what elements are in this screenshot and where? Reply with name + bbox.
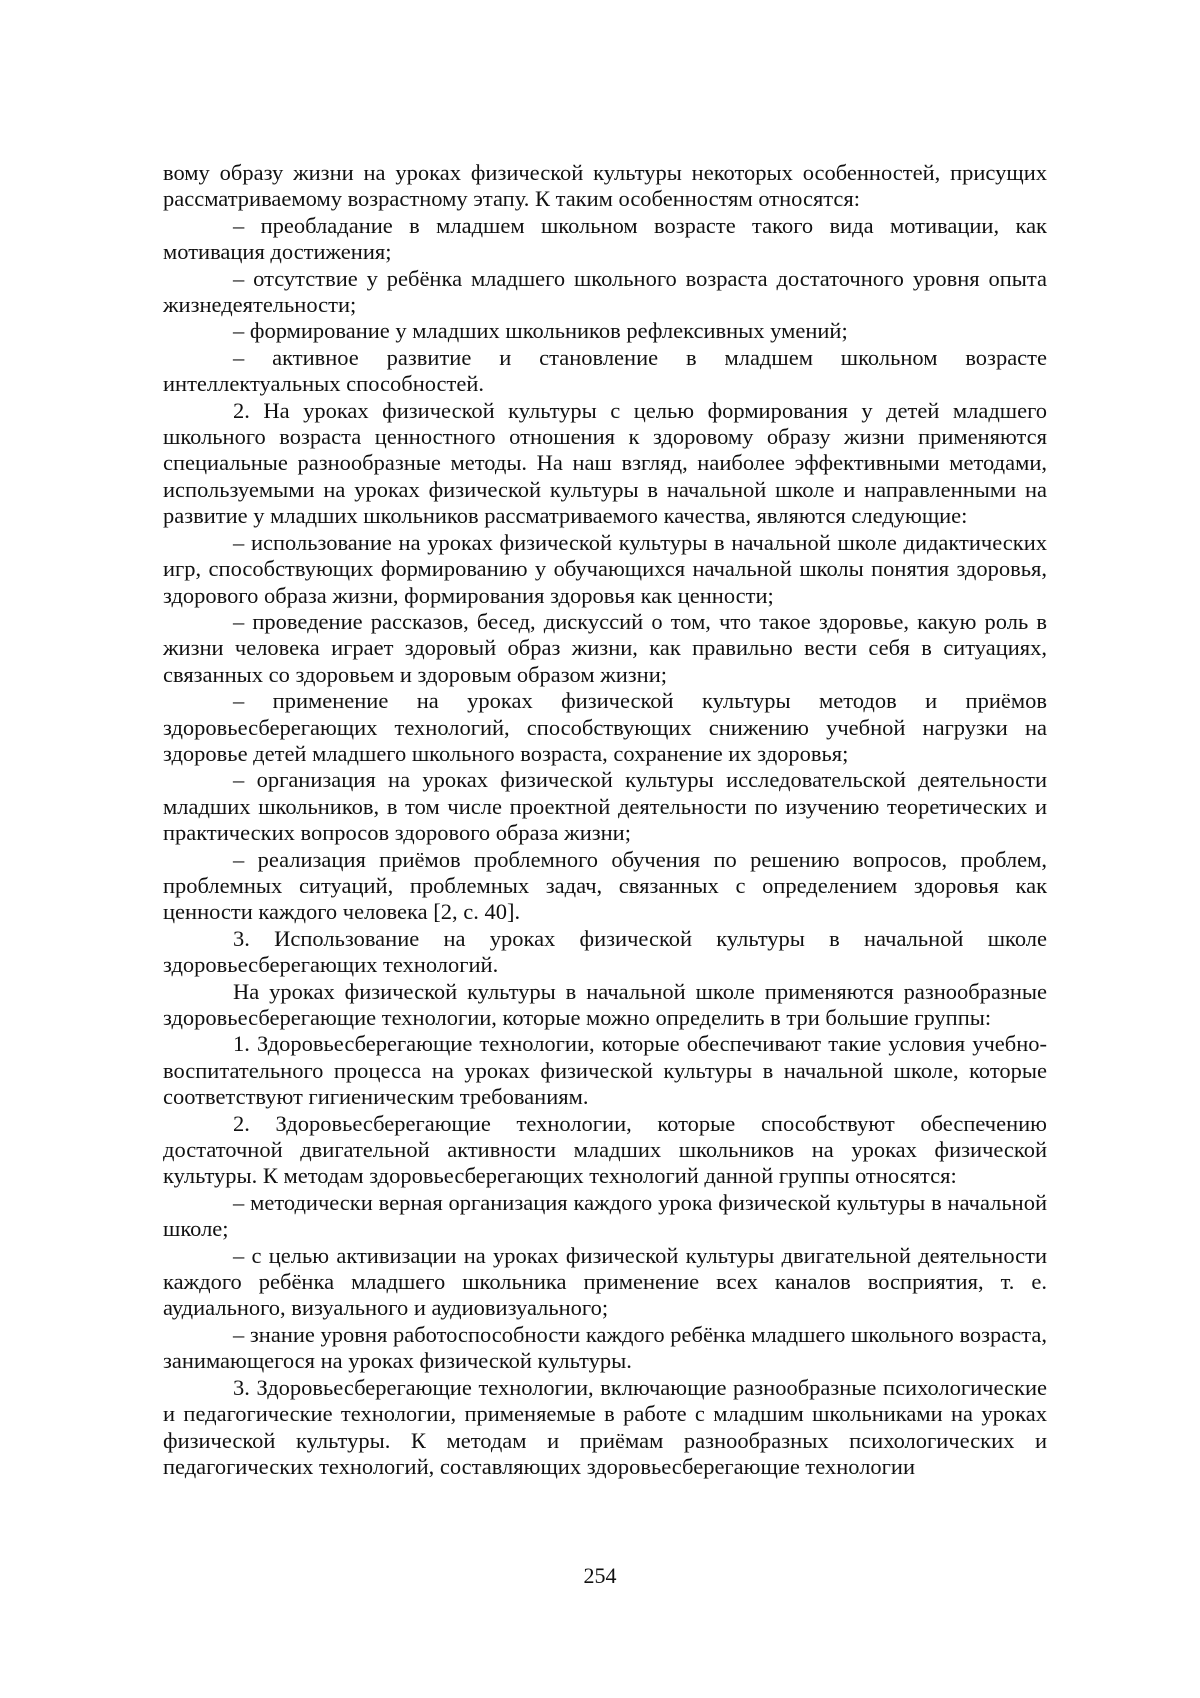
paragraph: 2. Здоровьесберегающие технологии, которые способствуют обеспечению достаточной двигательной активности младших школьников на уроках физической культуры. К методам здоровьесберегающих технологий данной группы относятся: xyxy=(163,1111,1047,1190)
list-item: – активное развитие и становление в младшем школьном возрасте интеллектуальных способностей. xyxy=(163,345,1047,398)
paragraph: 3. Здоровьесберегающие технологии, включающие разнообразные психологические и педагогические технологии, применяемые в работе с младшим школьниками на уроках физической культуры. К методам и приёмам разнообразных психологических и педагогических технологий, составляющих здоровьесберегающие технологии xyxy=(163,1375,1047,1481)
list-item: – преобладание в младшем школьном возрасте такого вида мотивации, как мотивация достижения; xyxy=(163,213,1047,266)
paragraph: На уроках физической культуры в начальной школе применяются разнообразные здоровьесберегающие технологии, которые можно определить в три большие группы: xyxy=(163,979,1047,1032)
paragraph: 1. Здоровьесберегающие технологии, которые обеспечивают такие условия учебно-воспитательного процесса на уроках физической культуры в начальной школе, которые соответствуют гигиеническим требованиям. xyxy=(163,1031,1047,1110)
list-item: – использование на уроках физической культуры в начальной школе дидактических игр, способствующих формированию у обучающихся начальной школы понятия здоровья, здорового образа жизни, формирования здоровья как ценности; xyxy=(163,530,1047,609)
paragraph: 2. На уроках физической культуры с целью формирования у детей младшего школьного возраста ценностного отношения к здоровому образу жизни применяются специальные разнообразные методы. На наш взгляд, наиболее эффективными методами, используемыми на уроках физической культуры в начальной школе и направленными на развитие у младших школьников рассматриваемого качества, являются следующие: xyxy=(163,398,1047,530)
paragraph: 3. Использование на уроках физической культуры в начальной школе здоровьесберегающих технологий. xyxy=(163,926,1047,979)
list-item: – применение на уроках физической культуры методов и приёмов здоровьесберегающих технологий, способствующих снижению учебной нагрузки на здоровье детей младшего школьного возраста, сохранение их здоровья; xyxy=(163,688,1047,767)
paragraph: вому образу жизни на уроках физической культуры некоторых особенностей, присущих рассматриваемому возрастному этапу. К таким особенностям относятся: xyxy=(163,160,1047,213)
list-item: – методически верная организация каждого урока физической культуры в начальной школе; xyxy=(163,1190,1047,1243)
list-item: – проведение рассказов, бесед, дискуссий о том, что такое здоровье, какую роль в жизни человека играет здоровый образ жизни, как правильно вести себя в ситуациях, связанных со здоровьем и здоровым образом жизни; xyxy=(163,609,1047,688)
list-item: – реализация приёмов проблемного обучения по решению вопросов, проблем, проблемных ситуаций, проблемных задач, связанных с определением здоровья как ценности каждого человека [2, с. 40]. xyxy=(163,847,1047,926)
list-item: – формирование у младших школьников рефлексивных умений; xyxy=(163,318,1047,344)
page-number: 254 xyxy=(0,1563,1200,1589)
page-body xyxy=(163,160,1047,1480)
list-item: – с целью активизации на уроках физической культуры двигательной деятельности каждого ребёнка младшего школьника применение всех каналов восприятия, т. е. аудиального, визуального и аудиовизуального; xyxy=(163,1243,1047,1322)
list-item: – знание уровня работоспособности каждого ребёнка младшего школьного возраста, занимающегося на уроках физической культуры. xyxy=(163,1322,1047,1375)
list-item: – организация на уроках физической культуры исследовательской деятельности младших школьников, в том числе проектной деятельности по изучению теоретических и практических вопросов здорового образа жизни; xyxy=(163,767,1047,846)
list-item: – отсутствие у ребёнка младшего школьного возраста достаточного уровня опыта жизнедеятельности; xyxy=(163,266,1047,319)
